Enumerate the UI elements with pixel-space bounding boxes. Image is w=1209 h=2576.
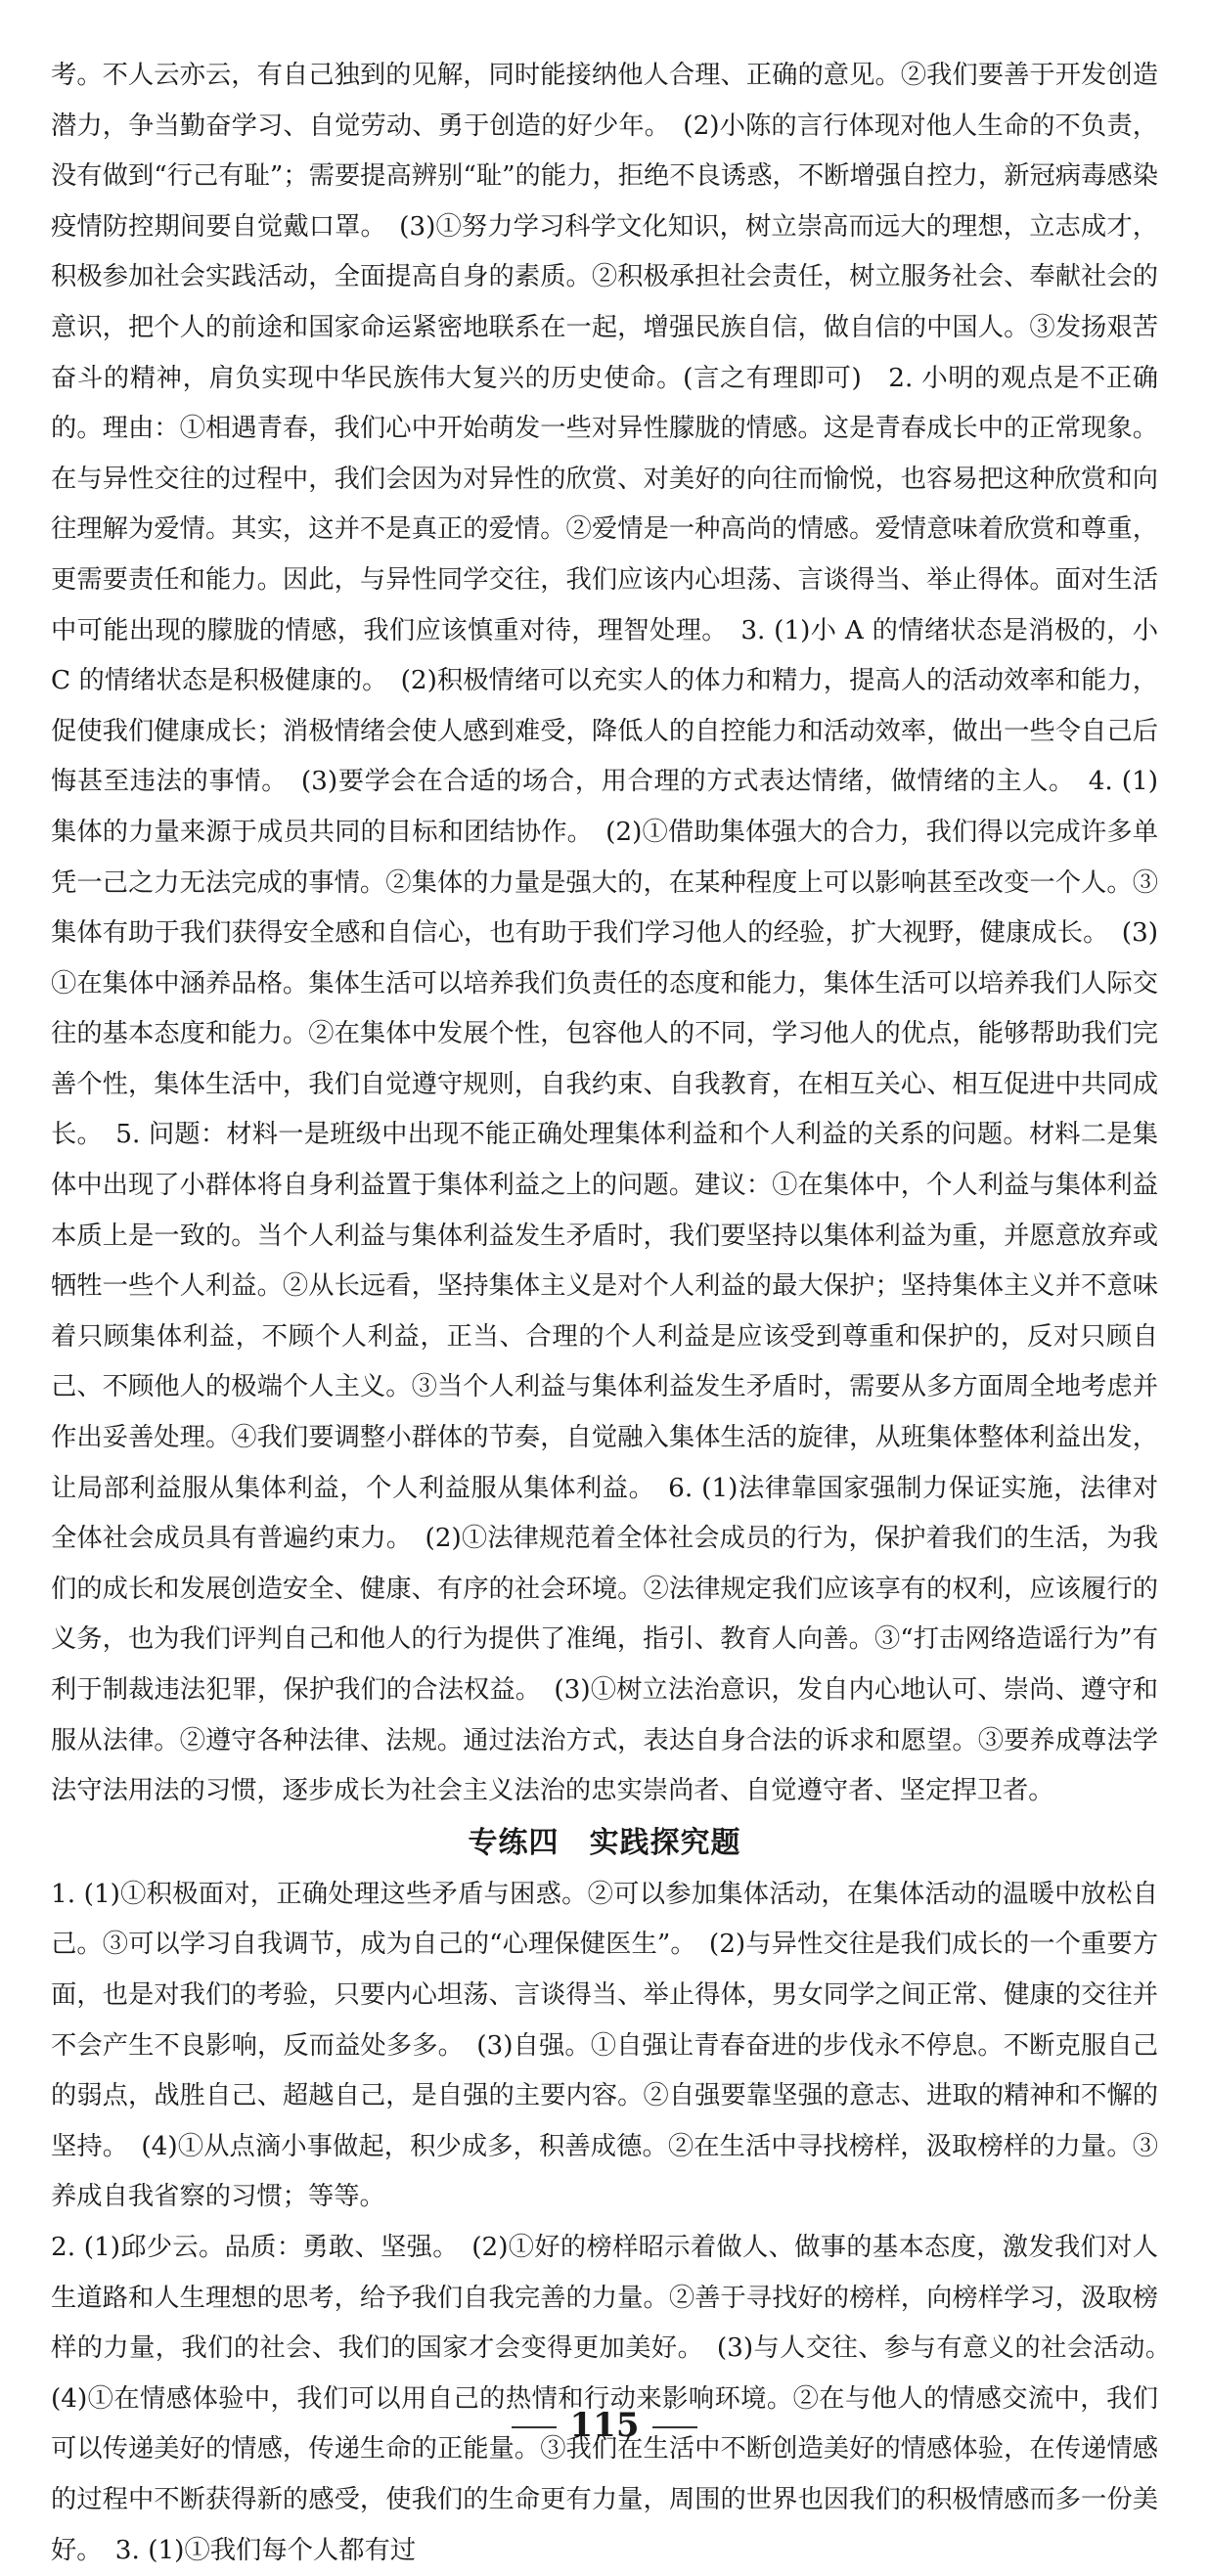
page-number-text: 115: [569, 2406, 640, 2445]
right-dash-decoration: [652, 2426, 697, 2428]
section-paragraph-1: 1. (1)①积极面对，正确处理这些矛盾与困惑。②可以参加集体活动，在集体活动的温暖中放松自己。③可以学习自我调节，成为自己的“心理保健医生”。 (2)与异性交往是我们成长的一个重要方面，也是对我们的考验，只要内心坦荡、言谈得当、举止得体，男女同学之间正常、健康的交往并不会产生不良影响，反而益处多多。 (3)自强。①自强让青春奋进的步伐永不停息。不断克服自己的弱点，战胜自己、超越自己，是自强的主要内容。②自强要靠坚强的意志、进取的精神和不懈的坚持。 (4)①从点滴小事做起，积少成多，积善成德。②在生活中寻找榜样，汲取榜样的力量。③养成自我省察的习惯；等等。: [51, 1879, 1158, 2212]
body-paragraph: 考。不人云亦云，有自己独到的见解，同时能接纳他人合理、正确的意见。②我们要善于开发创造潜力，争当勤奋学习、自觉劳动、勇于创造的好少年。 (2)小陈的言行体现对他人生命的不负责，没有做到“行己有耻”；需要提高辨别“耻”的能力，拒绝不良诱惑，不断增强自控力，新冠病毒感染疫情防控期间要自觉戴口罩。 (3)①努力学习科学文化知识，树立崇高而远大的理想，立志成才，积极参加社会实践活动，全面提高自身的素质。②积极承担社会责任，树立服务社会、奉献社会的意识，把个人的前途和国家命运紧密地联系在一起，增强民族自信，做自信的中国人。③发扬艰苦奋斗的精神，肩负实现中华民族伟大复兴的历史使命。(言之有理即可) 2. 小明的观点是不正确的。理由：①相遇青春，我们心中开始萌发一些对异性朦胧的情感。这是青春成长中的正常现象。在与异性交往的过程中，我们会因为对异性的欣赏、对美好的向往而愉悦，也容易把这种欣赏和向往理解为爱情。其实，这并不是真正的爱情。②爱情是一种高尚的情感。爱情意味着欣赏和尊重，更需要责任和能力。因此，与异性同学交往，我们应该内心坦荡、言谈得当、举止得体。面对生活中可能出现的朦胧的情感，我们应该慎重对待，理智处理。 3. (1)小 A 的情绪状态是消极的，小 C 的情绪状态是积极健康的。 (2)积极情绪可以充实人的体力和精力，提高人的活动效率和能力，促使我们健康成长；消极情绪会使人感到难受，降低人的自控能力和活动效率，做出一些令自己后悔甚至违法的事情。 (3)要学会在合适的场合，用合理的方式表达情绪，做情绪的主人。 4. (1)集体的力量来源于成员共同的目标和团结协作。 (2)①借助集体强大的合力，我们得以完成许多单凭一己之力无法完成的事情。②集体的力量是强大的，在某种程度上可以影响甚至改变一个人。③集体有助于我们获得安全感和自信心，也有助于我们学习他人的经验，扩大视野，健康成长。 (3)①在集体中涵养品格。集体生活可以培养我们负责任的态度和能力，集体生活可以培养我们人际交往的基本态度和能力。②在集体中发展个性，包容他人的不同，学习他人的优点，能够帮助我们完善个性，集体生活中，我们自觉遵守规则，自我约束、自我教育，在相互关心、相互促进中共同成长。 5. 问题：材料一是班级中出现不能正确处理集体利益和个人利益的关系的问题。材料二是集体中出现了小群体将自身利益置于集体利益之上的问题。建议：①在集体中，个人利益与集体利益本质上是一致的。当个人利益与集体利益发生矛盾时，我们要坚持以集体利益为重，并愿意放弃或牺牲一些个人利益。②从长远看，坚持集体主义是对个人利益的最大保护；坚持集体主义并不意味着只顾集体利益，不顾个人利益，正当、合理的个人利益是应该受到尊重和保护的，反对只顾自己、不顾他人的极端个人主义。③当个人利益与集体利益发生矛盾时，需要从多方面周全地考虑并作出妥善处理。④我们要调整小群体的节奏，自觉融入集体生活的旋律，从班集体整体利益出发，让局部利益服从集体利益，个人利益服从集体利益。 6. (1)法律靠国家强制力保证实施，法律对全体社会成员具有普遍约束力。 (2)①法律规范着全体社会成员的行为，保护着我们的生活，为我们的成长和发展创造安全、健康、有序的社会环境。②法律规定我们应该享有的权利，应该履行的义务，也为我们评判自己和他人的行为提供了准绳，指引、教育人向善。③“打击网络造谣行为”有利于制裁违法犯罪，保护我们的合法权益。 (3)①树立法治意识，发自内心地认可、崇尚、遵守和服从法律。②遵守各种法律、法规。通过法治方式，表达自身合法的诉求和愿望。③要养成尊法学法守法用法的习惯，逐步成长为社会主义法治的忠实崇尚者、自觉遵守者、坚定捍卫者。: [51, 61, 1158, 1806]
left-dash-decoration: [512, 2426, 557, 2428]
section-paragraph-2: 2. (1)邱少云。品质：勇敢、坚强。 (2)①好的榜样昭示着做人、做事的基本态度，激发我们对人生道路和人生理想的思考，给予我们自我完善的力量。②善于寻找好的榜样，向榜样学习，汲取榜样的力量，我们的社会、我们的国家才会变得更加美好。 (3)与人交往、参与有意义的社会活动。 (4)①在情感体验中，我们可以用自己的热情和行动来影响环境。②在与他人的情感交流中，我们可以传递美好的情感，传递生命的正能量。③我们在生活中不断创造美好的情感体验，在传递情感的过程中不断获得新的感受，使我们的生命更有力量，周围的世界也因我们的积极情感而多一份美好。 3. (1)①我们每个人都有过: [51, 2232, 1185, 2565]
answer-page: [51, 51, 1185, 2565]
page-number: [0, 2406, 1209, 2445]
section-heading: 专练四 实践探究题: [468, 1825, 741, 1860]
